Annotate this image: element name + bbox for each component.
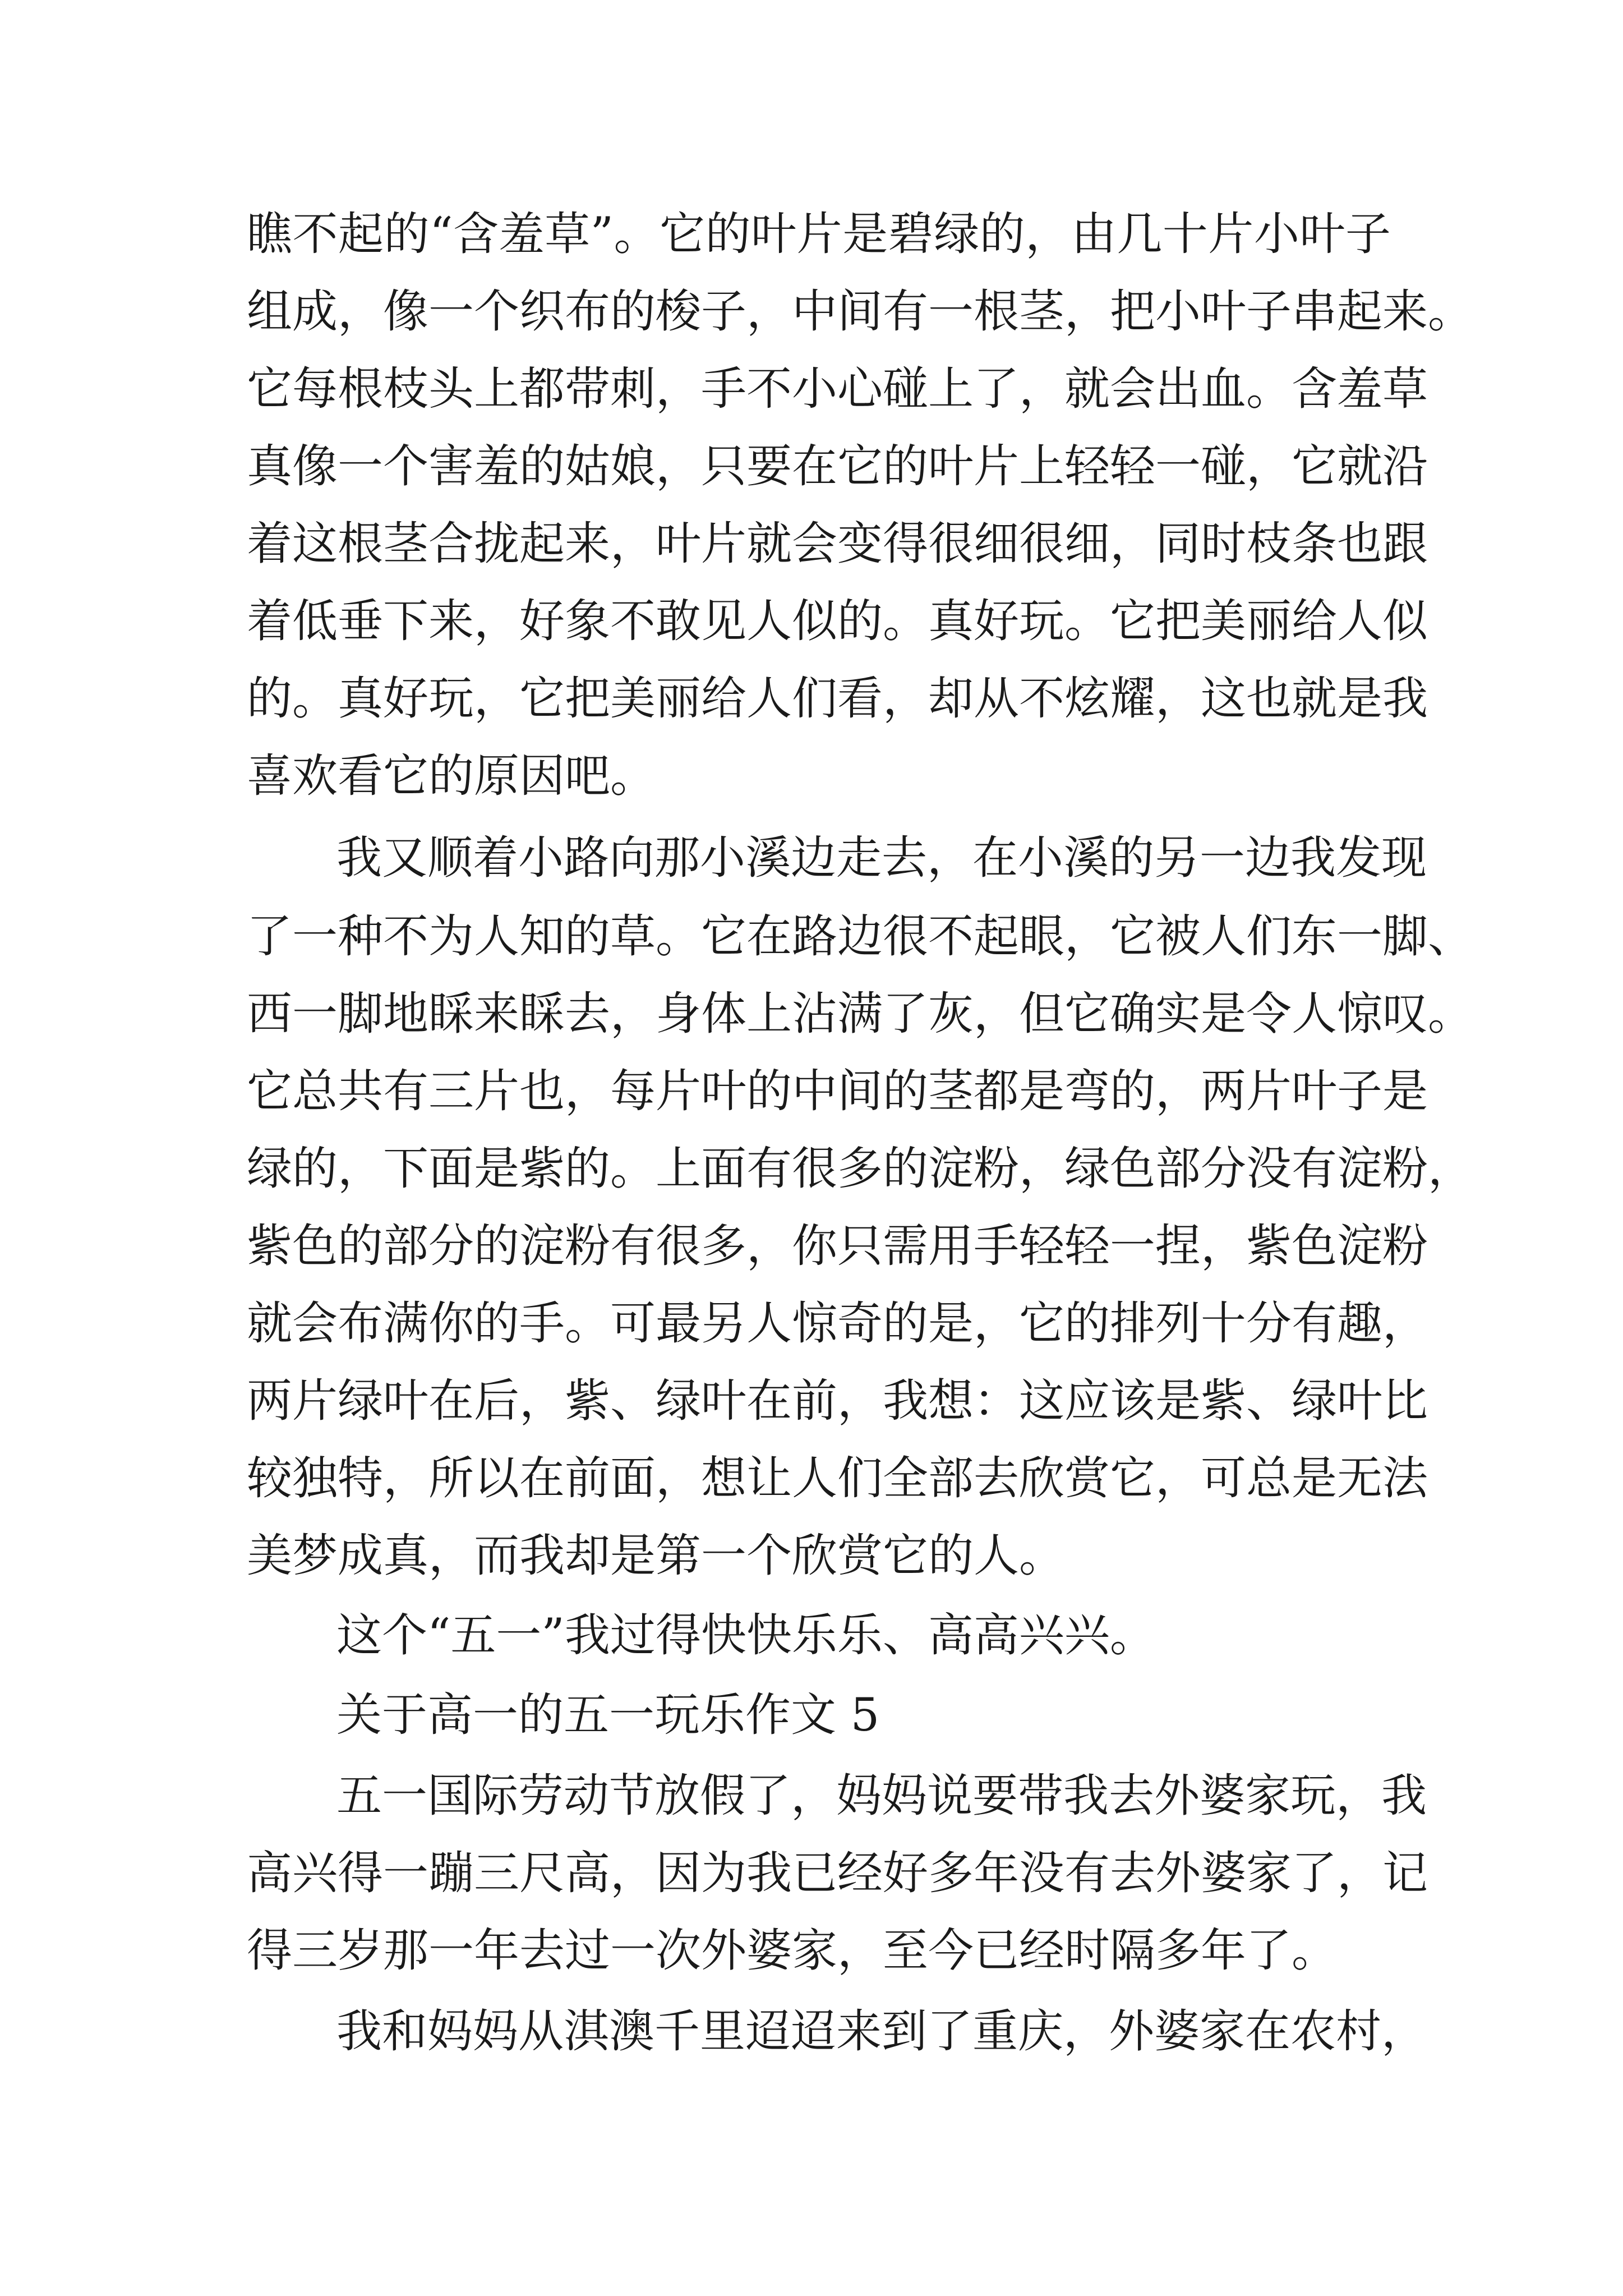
text-line-16: 两片绿叶在后，紫、绿叶在前，我想：这应该是紫、绿叶比 <box>247 1375 1428 1428</box>
text-line-6: 着低垂下来，好象不敢见人似的。真好玩。它把美丽给人似 <box>247 595 1428 648</box>
text-line-19: 这个“五一”我过得快快乐乐、高高兴兴。 <box>336 1609 1155 1662</box>
text-line-18: 美梦成真，而我却是第一个欣赏它的人。 <box>247 1530 1065 1582</box>
text-line-11: 西一脚地睬来睬去，身体上沾满了灰，但它确实是令人惊叹。 <box>247 988 1474 1041</box>
text-line-2: 组成，像一个织布的梭子，中间有一根茎，把小叶子串起来。 <box>247 286 1474 338</box>
section-heading: 关于高一的五一玩乐作文 5 <box>336 1689 880 1742</box>
text-line-23: 得三岁那一年去过一次外婆家，至今已经时隔多年了。 <box>247 1925 1338 1977</box>
text-line-7: 的。真好玩，它把美丽给人们看，却从不炫耀，这也就是我 <box>247 673 1428 725</box>
text-line-8: 喜欢看它的原因吧。 <box>247 750 656 803</box>
text-line-21: 五一国际劳动节放假了，妈妈说要带我去外婆家玩，我 <box>336 1770 1427 1823</box>
text-line-17: 较独特，所以在前面，想让人们全部去欣赏它，可总是无法 <box>247 1452 1428 1505</box>
text-line-22: 高兴得一蹦三尺高，因为我已经好多年没有去外婆家了，记 <box>247 1847 1428 1900</box>
text-line-13: 绿的，下面是紫的。上面有很多的淀粉，绿色部分没有淀粉， <box>247 1143 1474 1195</box>
text-line-12: 它总共有三片也，每片叶的中间的茎都是弯的，两片叶子是 <box>247 1065 1428 1118</box>
text-line-14: 紫色的部分的淀粉有很多，你只需用手轻轻一捏，紫色淀粉 <box>247 1220 1428 1273</box>
text-line-5: 着这根茎合拢起来，叶片就会变得很细很细，同时枝条也跟 <box>247 518 1428 570</box>
text-line-15: 就会布满你的手。可最另人惊奇的是，它的排列十分有趣， <box>247 1297 1428 1350</box>
text-line-10: 了一种不为人知的草。它在路边很不起眼，它被人们东一脚、 <box>247 910 1474 963</box>
text-line-4: 真像一个害羞的姑娘，只要在它的叶片上轻轻一碰，它就沿 <box>247 440 1428 493</box>
text-line-1: 瞧不起的“含羞草”。它的叶片是碧绿的，由几十片小叶子 <box>247 208 1391 261</box>
text-line-9: 我又顺着小路向那小溪边走去，在小溪的另一边我发现 <box>336 832 1427 885</box>
text-line-24: 我和妈妈从淇澳千里迢迢来到了重庆，外婆家在农村， <box>336 2005 1427 2058</box>
text-line-3: 它每根枝头上都带刺，手不小心碰上了，就会出血。含羞草 <box>247 363 1428 416</box>
